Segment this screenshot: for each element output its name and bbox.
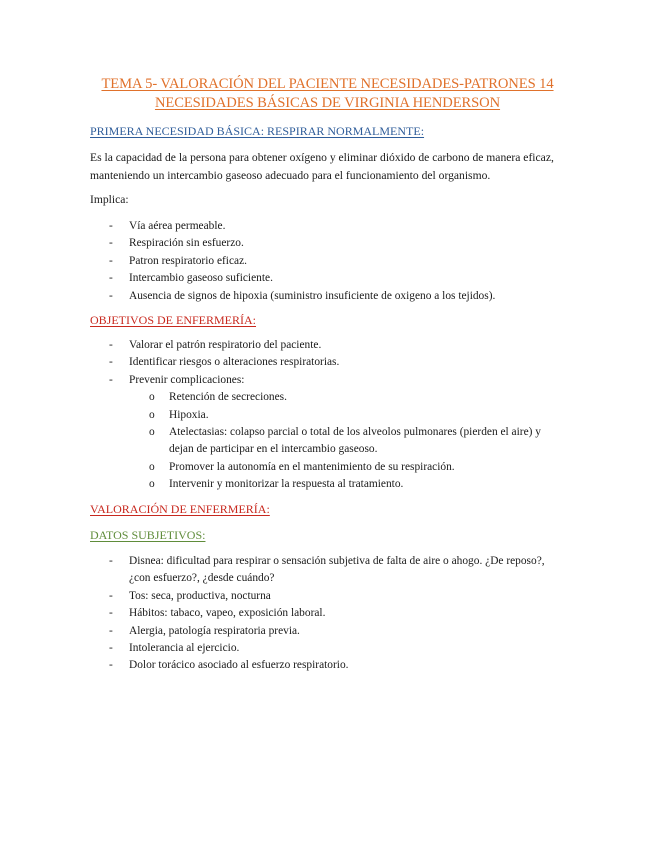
list-item: - Identificar riesgos o alteraciones respiratorias. (109, 356, 340, 369)
list-item: - Hábitos: tabaco, vapeo, exposición laboral. (109, 607, 326, 620)
list-item: - Intolerancia al ejercicio. (109, 642, 240, 655)
list-item: - Tos: seca, productiva, nocturna (109, 589, 271, 602)
list-item: - Respiración sin esfuerzo. (109, 237, 244, 250)
definition-paragraph: Es la capacidad de la persona para obtener oxígeno y eliminar dióxido de carbono de manera eficaz, manteniendo un intercambio gaseoso adecuado para el funcionamiento del organismo. (90, 151, 554, 182)
title-line-1: TEMA 5- VALORACIÓN DEL PACIENTE NECESIDADES-PATRONES 14 (101, 76, 554, 92)
objetivos-list (90, 337, 568, 494)
list-item: - Dolor torácico asociado al esfuerzo respiratorio. (109, 659, 349, 672)
section-heading-objetivos: OBJETIVOS DE ENFERMERÍA: (90, 313, 257, 327)
list-item: - Alergia, patología respiratoria previa. (109, 624, 300, 637)
section-heading-primera-necesidad: PRIMERA NECESIDAD BÁSICA: RESPIRAR NORMALMENTE: (90, 124, 425, 138)
list-item: - Ausencia de signos de hipoxia (suministro insuficiente de oxigeno a los tejidos). (109, 289, 496, 302)
sub-list-item: o Retención de secreciones. (149, 391, 287, 404)
sub-list-item: o Intervenir y monitorizar la respuesta al tratamiento. (149, 478, 404, 491)
section-heading-datos-subjetivos: DATOS SUBJETIVOS: (90, 528, 206, 542)
list-item: - Disnea: dificultad para respirar o sensación subjetiva de falta de aire o ahogo. ¿De reposo?, ¿con esfuerzo?, ¿desde cuándo? (109, 555, 545, 585)
list-item: - Vía aérea permeable. (109, 220, 226, 232)
list-item: - Intercambio gaseoso suficiente. (109, 272, 273, 285)
section-heading-valoracion: VALORACIÓN DE ENFERMERÍA: (90, 502, 270, 516)
list-item: - Valorar el patrón respiratorio del paciente. (109, 339, 322, 351)
implica-label: Implica: (90, 193, 129, 206)
implica-list (90, 218, 568, 305)
sub-list-item: o Hipoxia. (149, 408, 209, 421)
sub-list-item: o Atelectasias: colapso parcial o total de los alveolos pulmonares (pierden el aire) y dejan de participar en el intercambio gaseoso. (149, 426, 541, 456)
datos-subjetivos-list (90, 553, 568, 675)
document-title (70, 75, 585, 113)
list-item: - Patron respiratorio eficaz. (109, 254, 247, 267)
complicaciones-sublist (129, 389, 568, 493)
title-line-2: NECESIDADES BÁSICAS DE VIRGINIA HENDERSON (154, 95, 501, 111)
sub-list-item: o Promover la autonomía en el mantenimiento de su respiración. (149, 460, 455, 473)
list-item: - Prevenir complicaciones: o Retención de secreciones. o Hipoxia. o Atelectasias: colapso parcial o total de los alveolos pulmonares (pierden el aire) y dejan de participar en el intercambio gaseoso. o Promover la autonomía en el mantenimiento de su respiración. o Intervenir y monitorizar la respuesta al tratamiento. (90, 372, 568, 494)
